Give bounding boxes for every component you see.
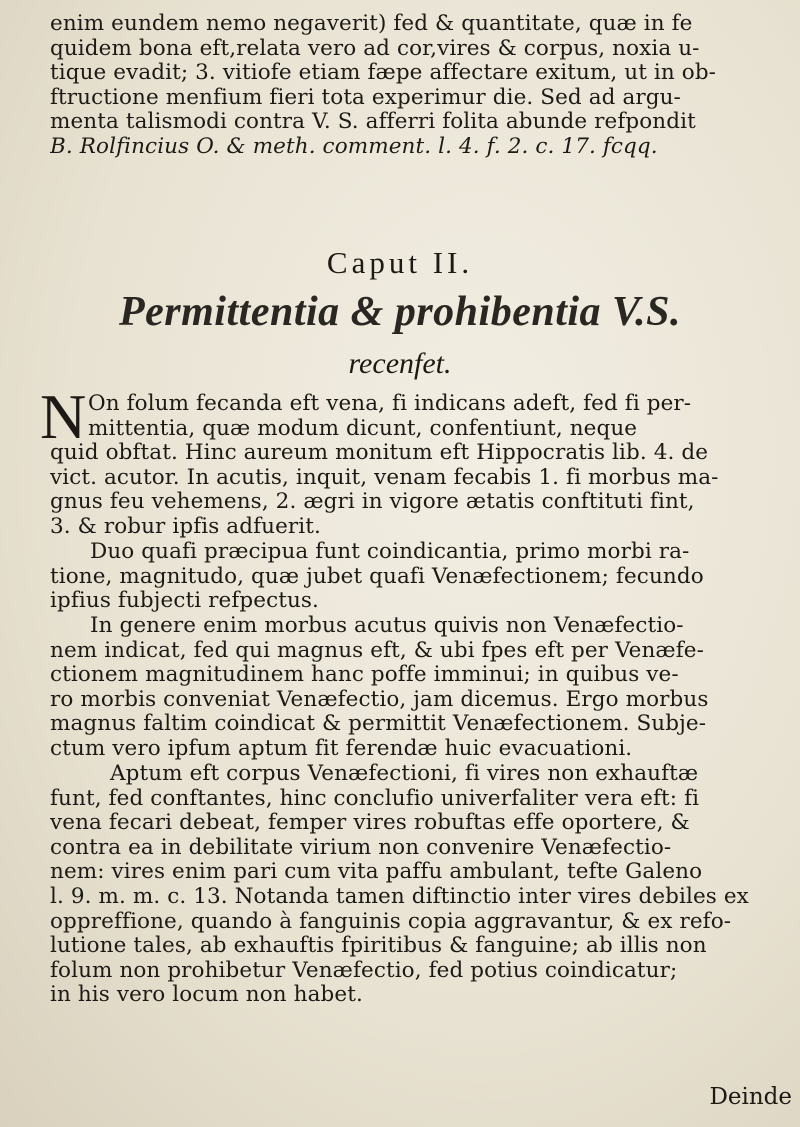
text-line: ro morbis conveniat Venæfectio, jam dicemus. Ergo morbus <box>50 687 709 712</box>
text-line: nem indicat, fed qui magnus eft, & ubi fpes eft per Venæfe- <box>50 638 704 663</box>
chapter-subtitle: recenfet. <box>348 347 452 380</box>
opening-paragraph <box>50 12 795 160</box>
text-line: oppreffione, quando à fanguinis copia aggravantur, & ex refo- <box>50 909 732 934</box>
paragraph-2 <box>50 540 795 614</box>
text-line: lutione tales, ab exhauftis fpiritibus & fanguine; ab illis non <box>50 934 707 959</box>
text-line: menta talismodi contra V. S. afferri folita abunde refpondit <box>50 110 696 135</box>
text-line: quid obftat. Hinc aureum monitum eft Hippocratis lib. 4. de <box>50 441 709 465</box>
text-line: l. 9. m. m. c. 13. Notanda tamen diftinctio inter vires debiles ex <box>50 884 749 909</box>
text-line: ctum vero ipfum aptum fit ferendæ huic evacuationi. <box>50 736 633 761</box>
text-line: folum non prohibetur Venæfectio, fed potius coindicatur; <box>50 958 678 983</box>
paragraph-1 <box>50 441 795 539</box>
paragraph-1-indented <box>88 392 793 441</box>
chapter-heading: Caput II. <box>326 245 474 280</box>
text-line: vena fecari debeat, femper vires robuftas effe oportere, & <box>50 811 690 836</box>
reference-line: B. Rolfincius O. & meth. comment. l. 4. f. 2. c. 17. fcqq. <box>50 134 658 159</box>
text-line: in his vero locum non habet. <box>50 983 363 1008</box>
paragraph-4 <box>50 762 795 1008</box>
text-line: tione, magnitudo, quæ jubet quafi Venæfectionem; fecundo <box>50 564 704 589</box>
text-line: vict. acutor. In acutis, inquit, venam fecabis 1. fi morbus ma- <box>50 465 719 490</box>
text-line: On folum fecanda eft vena, fi indicans adeft, fed fi per- <box>88 392 692 416</box>
paragraph-3 <box>50 614 795 762</box>
text-line: 3. & robur ipfis adfuerit. <box>50 514 321 539</box>
text-line: magnus faltim coindicat & permittit Venæfectionem. Subje- <box>50 712 707 737</box>
text-line: tique evadit; 3. vitiofe etiam fæpe affectare exitum, ut in ob- <box>50 61 717 86</box>
chapter-title: Permittentia & prohibentia V.S. <box>119 289 681 335</box>
text-line: nem: vires enim pari cum vita paffu ambulant, tefte Galeno <box>50 860 703 885</box>
text-line: ctionem magnitudinem hanc poffe imminui; in quibus ve- <box>50 663 679 688</box>
text-line: quidem bona eft,relata vero ad cor,vires & corpus, noxia u- <box>50 36 700 61</box>
text-line: In genere enim morbus acutus quivis non Venæfectio- <box>90 614 684 638</box>
text-line: contra ea in debilitate virium non convenire Venæfectio- <box>50 835 672 860</box>
text-line: mittentia, quæ modum dicunt, confentiunt, neque <box>88 416 638 441</box>
catchword: Deinde <box>709 1084 792 1110</box>
text-line: ipfius fubjecti refpectus. <box>50 589 319 614</box>
text-line: Duo quafi præcipua funt coindicantia, primo morbi ra- <box>90 540 690 564</box>
text-line: funt, fed conftantes, hinc conclufio univerfaliter vera eft: fi <box>50 786 700 811</box>
drop-cap: N <box>40 381 87 452</box>
text-line: Aptum eft corpus Venæfectioni, fi vires non exhauftæ <box>110 762 699 786</box>
text-line: ftructione menfium fieri tota experimur die. Sed ad argu- <box>50 85 681 110</box>
text-line: gnus feu vehemens, 2. ægri in vigore ætatis conftituti fint, <box>50 490 695 515</box>
text-line: enim eundem nemo negaverit) fed & quantitate, quæ in fe <box>50 12 693 36</box>
